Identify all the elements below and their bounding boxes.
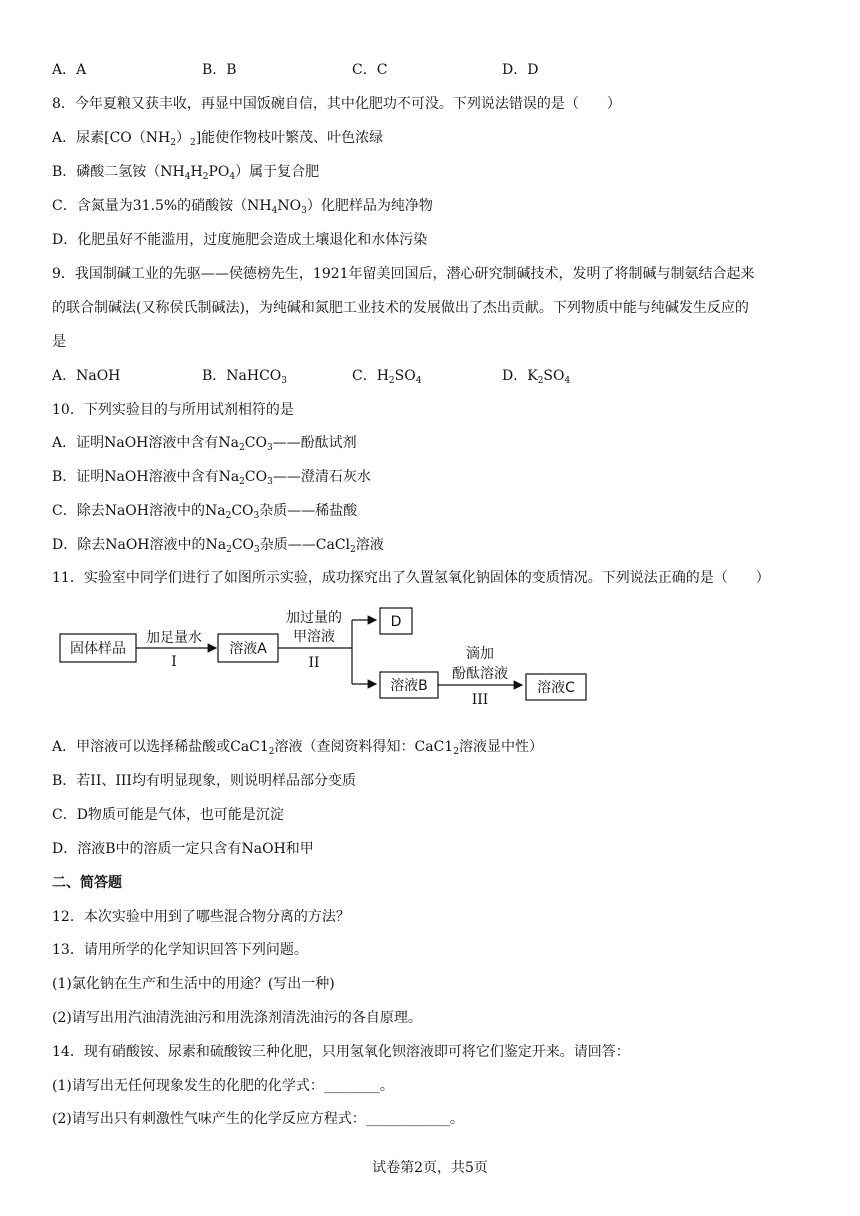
q9-stem-line3: 是 xyxy=(52,334,66,350)
q10-option-b: B．证明NaOH溶液中含有$Na_2CO_3——$澄清石灰水 xyxy=(52,469,371,487)
arrow-step-1-label: 加足量水 xyxy=(146,630,202,646)
q10-stem: 10．下列实验目的与所用试剂相符的是 xyxy=(52,402,294,418)
q11-flow-diagram xyxy=(56,604,616,712)
q7-option-a: A．A xyxy=(52,62,87,78)
box-sample-label: 固体样品 xyxy=(70,641,126,657)
q10-option-a: A．证明NaOH溶液中含有$Na_2CO_3——$酚酞试剂 xyxy=(52,435,357,453)
arrow-step-2-numeral: II xyxy=(308,655,320,671)
box-solution-b-label: 溶液B xyxy=(390,678,428,694)
q10-option-c: C．除去NaOH溶液中的$Na_2CO_3$杂质——稀盐酸 xyxy=(52,503,358,521)
page-footer: 试卷第2页，共5页 xyxy=(372,1160,488,1176)
q9-stem-line2: 的联合制碱法(又称侯氏制碱法)，为纯碱和氮肥工业技术的发展做出了杰出贡献。下列物质中能与纯碱发生反应的 xyxy=(52,300,749,316)
arrow-step-2-label1: 加过量的 xyxy=(286,610,342,626)
q14-part-2: (2)请写出只有刺激性气味产生的化学反应方程式：____________。 xyxy=(52,1111,464,1127)
q11-stem: 11．实验室中同学们进行了如图所示实验，成功探究出了久置氢氧化钠固体的变质情况。下列说法正确的是（ ） xyxy=(52,570,770,586)
q8-option-a: A．尿素$[CO(NH_2)_2]$能使作物枝叶繁茂、叶色浓绿 xyxy=(52,130,384,148)
q7-option-c: C．C xyxy=(352,62,388,78)
q7-option-b: B．B xyxy=(202,62,237,78)
q14-stem: 14．现有硝酸铵、尿素和硫酸铵三种化肥，只用氢氧化钡溶液即可将它们鉴定开来。请回答： xyxy=(52,1044,630,1060)
box-d-label: D xyxy=(390,614,402,630)
arrow-step-3-label1: 滴加 xyxy=(466,646,494,662)
q8-option-b: B．磷酸二氢铵$(NH_4H_2PO_4)$属于复合肥 xyxy=(52,164,320,182)
q9-option-c: C．$H_2SO_4$ xyxy=(352,368,422,386)
q11-option-d: D．溶液B中的溶质一定只含有NaOH和甲 xyxy=(52,841,314,857)
arrow-step-1-numeral: I xyxy=(171,654,177,670)
box-solution-c-label: 溶液C xyxy=(537,680,575,696)
q11-option-b: B．若II、III均有明显现象，则说明样品部分变质 xyxy=(52,773,356,789)
q11-option-c: C．D物质可能是气体，也可能是沉淀 xyxy=(52,807,284,823)
q11-option-a: A．甲溶液可以选择稀盐酸或$CaC1_2$溶液（查阅资料得知：$CaC1_2$溶液显中性） xyxy=(52,739,543,757)
q14-part-1: (1)请写出无任何现象发生的化肥的化学式：________。 xyxy=(52,1078,394,1094)
q8-stem: 8．今年夏粮又获丰收，再显中国饭碗自信，其中化肥功不可没。下列说法错误的是（ ） xyxy=(52,96,621,112)
q9-stem-line1: 9．我国制碱工业的先驱——侯德榜先生，1921年留美回国后，潜心研究制碱技术，发明了将制碱与制氨结合起来 xyxy=(52,266,755,282)
box-solution-a-label: 溶液A xyxy=(229,641,267,657)
arrow-step-2-label2: 甲溶液 xyxy=(293,629,335,645)
q13-part-1: (1)氯化钠在生产和生活中的用途？(写出一种) xyxy=(52,976,335,992)
q13-part-2: (2)请写出用汽油清洗油污和用洗涤剂清洗油污的各自原理。 xyxy=(52,1010,422,1026)
arrow-step-3-label2: 酚酞溶液 xyxy=(452,666,508,682)
q9-option-d: D．$K_2SO_4$ xyxy=(502,368,571,386)
q10-option-d: D．除去NaOH溶液中的$Na_2CO_3$杂质——CaCl$_2$溶液 xyxy=(52,537,384,555)
q7-option-d: D．D xyxy=(502,62,539,78)
q9-option-b: B．NaHCO$_3$ xyxy=(202,368,288,386)
q13-stem: 13．请用所学的化学知识回答下列问题。 xyxy=(52,942,308,958)
q12-stem: 12．本次实验中用到了哪些混合物分离的方法？ xyxy=(52,909,350,925)
q9-option-a: A．NaOH xyxy=(52,368,121,384)
q8-option-d: D．化肥虽好不能滥用，过度施肥会造成土壤退化和水体污染 xyxy=(52,232,428,248)
arrow-step-3-numeral: III xyxy=(471,692,489,708)
section-heading: 二、简答题 xyxy=(52,875,122,891)
q8-option-c: C．含氮量为31.5%的硝酸铵$(NH_4NO_3)$化肥样品为纯净物 xyxy=(52,198,433,216)
